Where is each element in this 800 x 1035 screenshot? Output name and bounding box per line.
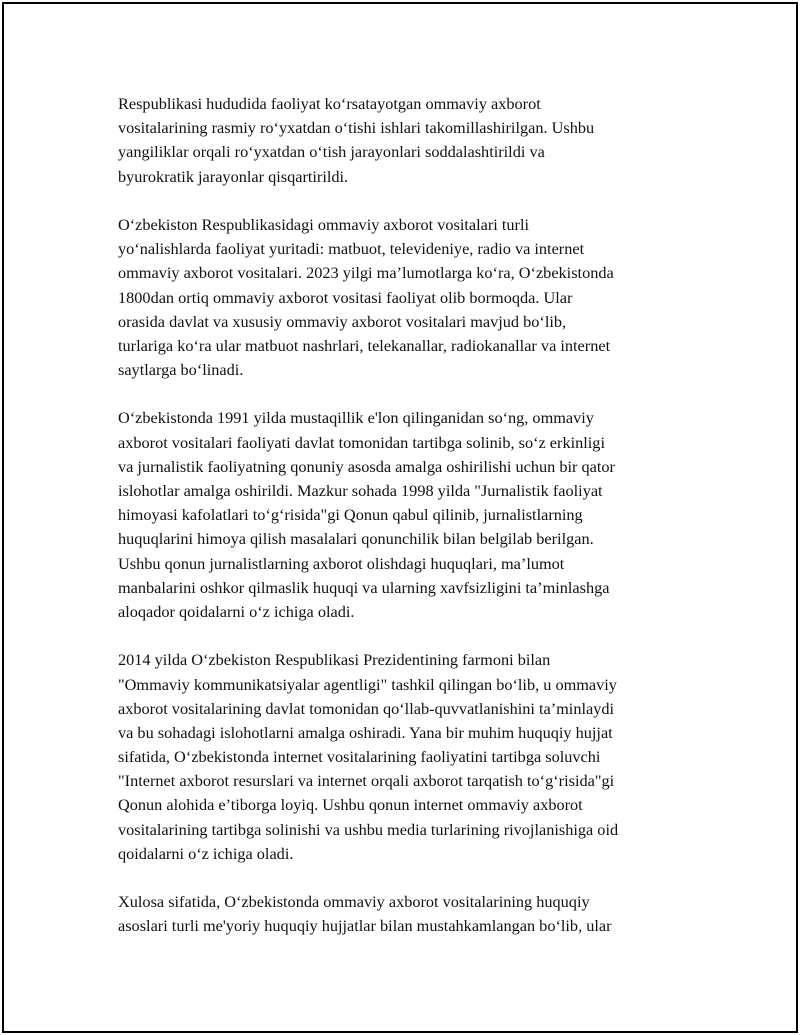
text-line: himoyasi kafolatlari to‘g‘risida"gi Qonun qabul qilinib, jurnalistlarning — [118, 505, 583, 525]
text-line: huquqlarini himoya qilish masalalari qonunchilik bilan belgilab berilgan. — [118, 529, 594, 549]
text-line: va jurnalistik faoliyatning qonuniy asosda amalga oshirilishi uchun bir qator — [118, 456, 615, 476]
text-line: qoidalarni o‘z ichiga oladi. — [118, 843, 294, 863]
document-body — [118, 92, 688, 963]
text-line: Respublikasi hududida faoliyat ko‘rsatayotgan ommaviy axborot — [118, 94, 541, 113]
text-line: sifatida, O‘zbekistonda internet vositalarining faoliyatini tartibga soluvchi — [118, 747, 601, 767]
text-line: "Internet axborot resurslari va internet orqali axborot tarqatish to‘g‘risida"gi — [118, 771, 615, 791]
paragraph-2 — [118, 213, 688, 382]
text-line: manbalarini oshkor qilmaslik huquqi va ularning xavfsizligini ta’minlashga — [118, 577, 610, 597]
text-line: saytlarga bo‘linadi. — [118, 360, 244, 380]
text-line: islohotlar amalga oshirildi. Mazkur sohada 1998 yilda "Jurnalistik faoliyat — [118, 481, 603, 500]
paragraph-4 — [118, 648, 688, 866]
text-line: "Ommaviy kommunikatsiyalar agentligi" tashkil qilingan bo‘lib, u ommaviy — [118, 674, 617, 694]
text-line: O‘zbekiston Respublikasidagi ommaviy axborot vositalari turli — [118, 214, 530, 234]
text-line: va bu sohadagi islohotlarni amalga oshiradi. Yana bir muhim huquqiy hujjat — [118, 722, 613, 742]
text-line: O‘zbekistonda 1991 yilda mustaqillik e'lon qilinganidan so‘ng, ommaviy — [118, 408, 594, 428]
text-line: 2014 yilda O‘zbekiston Respublikasi Prezidentining farmoni bilan — [118, 650, 551, 670]
text-line: turlariga ko‘ra ular matbuot nashrlari, telekanallar, radiokanallar va internet — [118, 335, 611, 355]
text-line: orasida davlat va xususiy ommaviy axborot vositalari mavjud bo‘lib, — [118, 311, 567, 331]
paragraph-5 — [118, 890, 688, 938]
text-line: vositalarining tartibga solinishi va ushbu media turlarining rivojlanishiga oid — [118, 819, 619, 839]
text-line: 1800dan ortiq ommaviy axborot vositasi faoliyat olib bormoqda. Ular — [118, 287, 573, 307]
text-line: Qonun alohida e’tiborga loyiq. Ushbu qonun internet ommaviy axborot — [118, 795, 583, 815]
text-line: axborot vositalari faoliyati davlat tomonidan tartibga solinib, so‘z erkinligi — [118, 432, 605, 452]
text-line: vositalarining rasmiy ro‘yxatdan o‘tishi ishlari takomillashirilgan. Ushbu — [118, 118, 595, 138]
text-line: axborot vositalarining davlat tomonidan qo‘llab-quvvatlanishini ta’minlaydi — [118, 698, 615, 718]
text-line: yo‘nalishlarda faoliyat yuritadi: matbuot, televideniye, radio va internet — [118, 239, 585, 259]
text-line: yangiliklar orqali ro‘yxatdan o‘tish jarayonlari soddalashtirildi va — [118, 142, 545, 162]
text-line: Ushbu qonun jurnalistlarning axborot olishdagi huquqlari, ma’lumot — [118, 553, 565, 573]
text-line: Xulosa sifatida, O‘zbekistonda ommaviy axborot vositalarining huquqiy — [118, 892, 590, 912]
paragraph-3 — [118, 406, 688, 624]
text-line: ommaviy axborot vositalari. 2023 yilgi ma’lumotlarga ko‘ra, O‘zbekistonda — [118, 263, 614, 283]
paragraph-1 — [118, 92, 688, 189]
text-line: aloqador qoidalarni o‘z ichiga oladi. — [118, 601, 355, 621]
text-line: asoslari turli me'yoriy huquqiy hujjatlar bilan mustahkamlangan bo‘lib, ular — [118, 916, 612, 936]
text-line: byurokratik jarayonlar qisqartirildi. — [118, 166, 349, 186]
